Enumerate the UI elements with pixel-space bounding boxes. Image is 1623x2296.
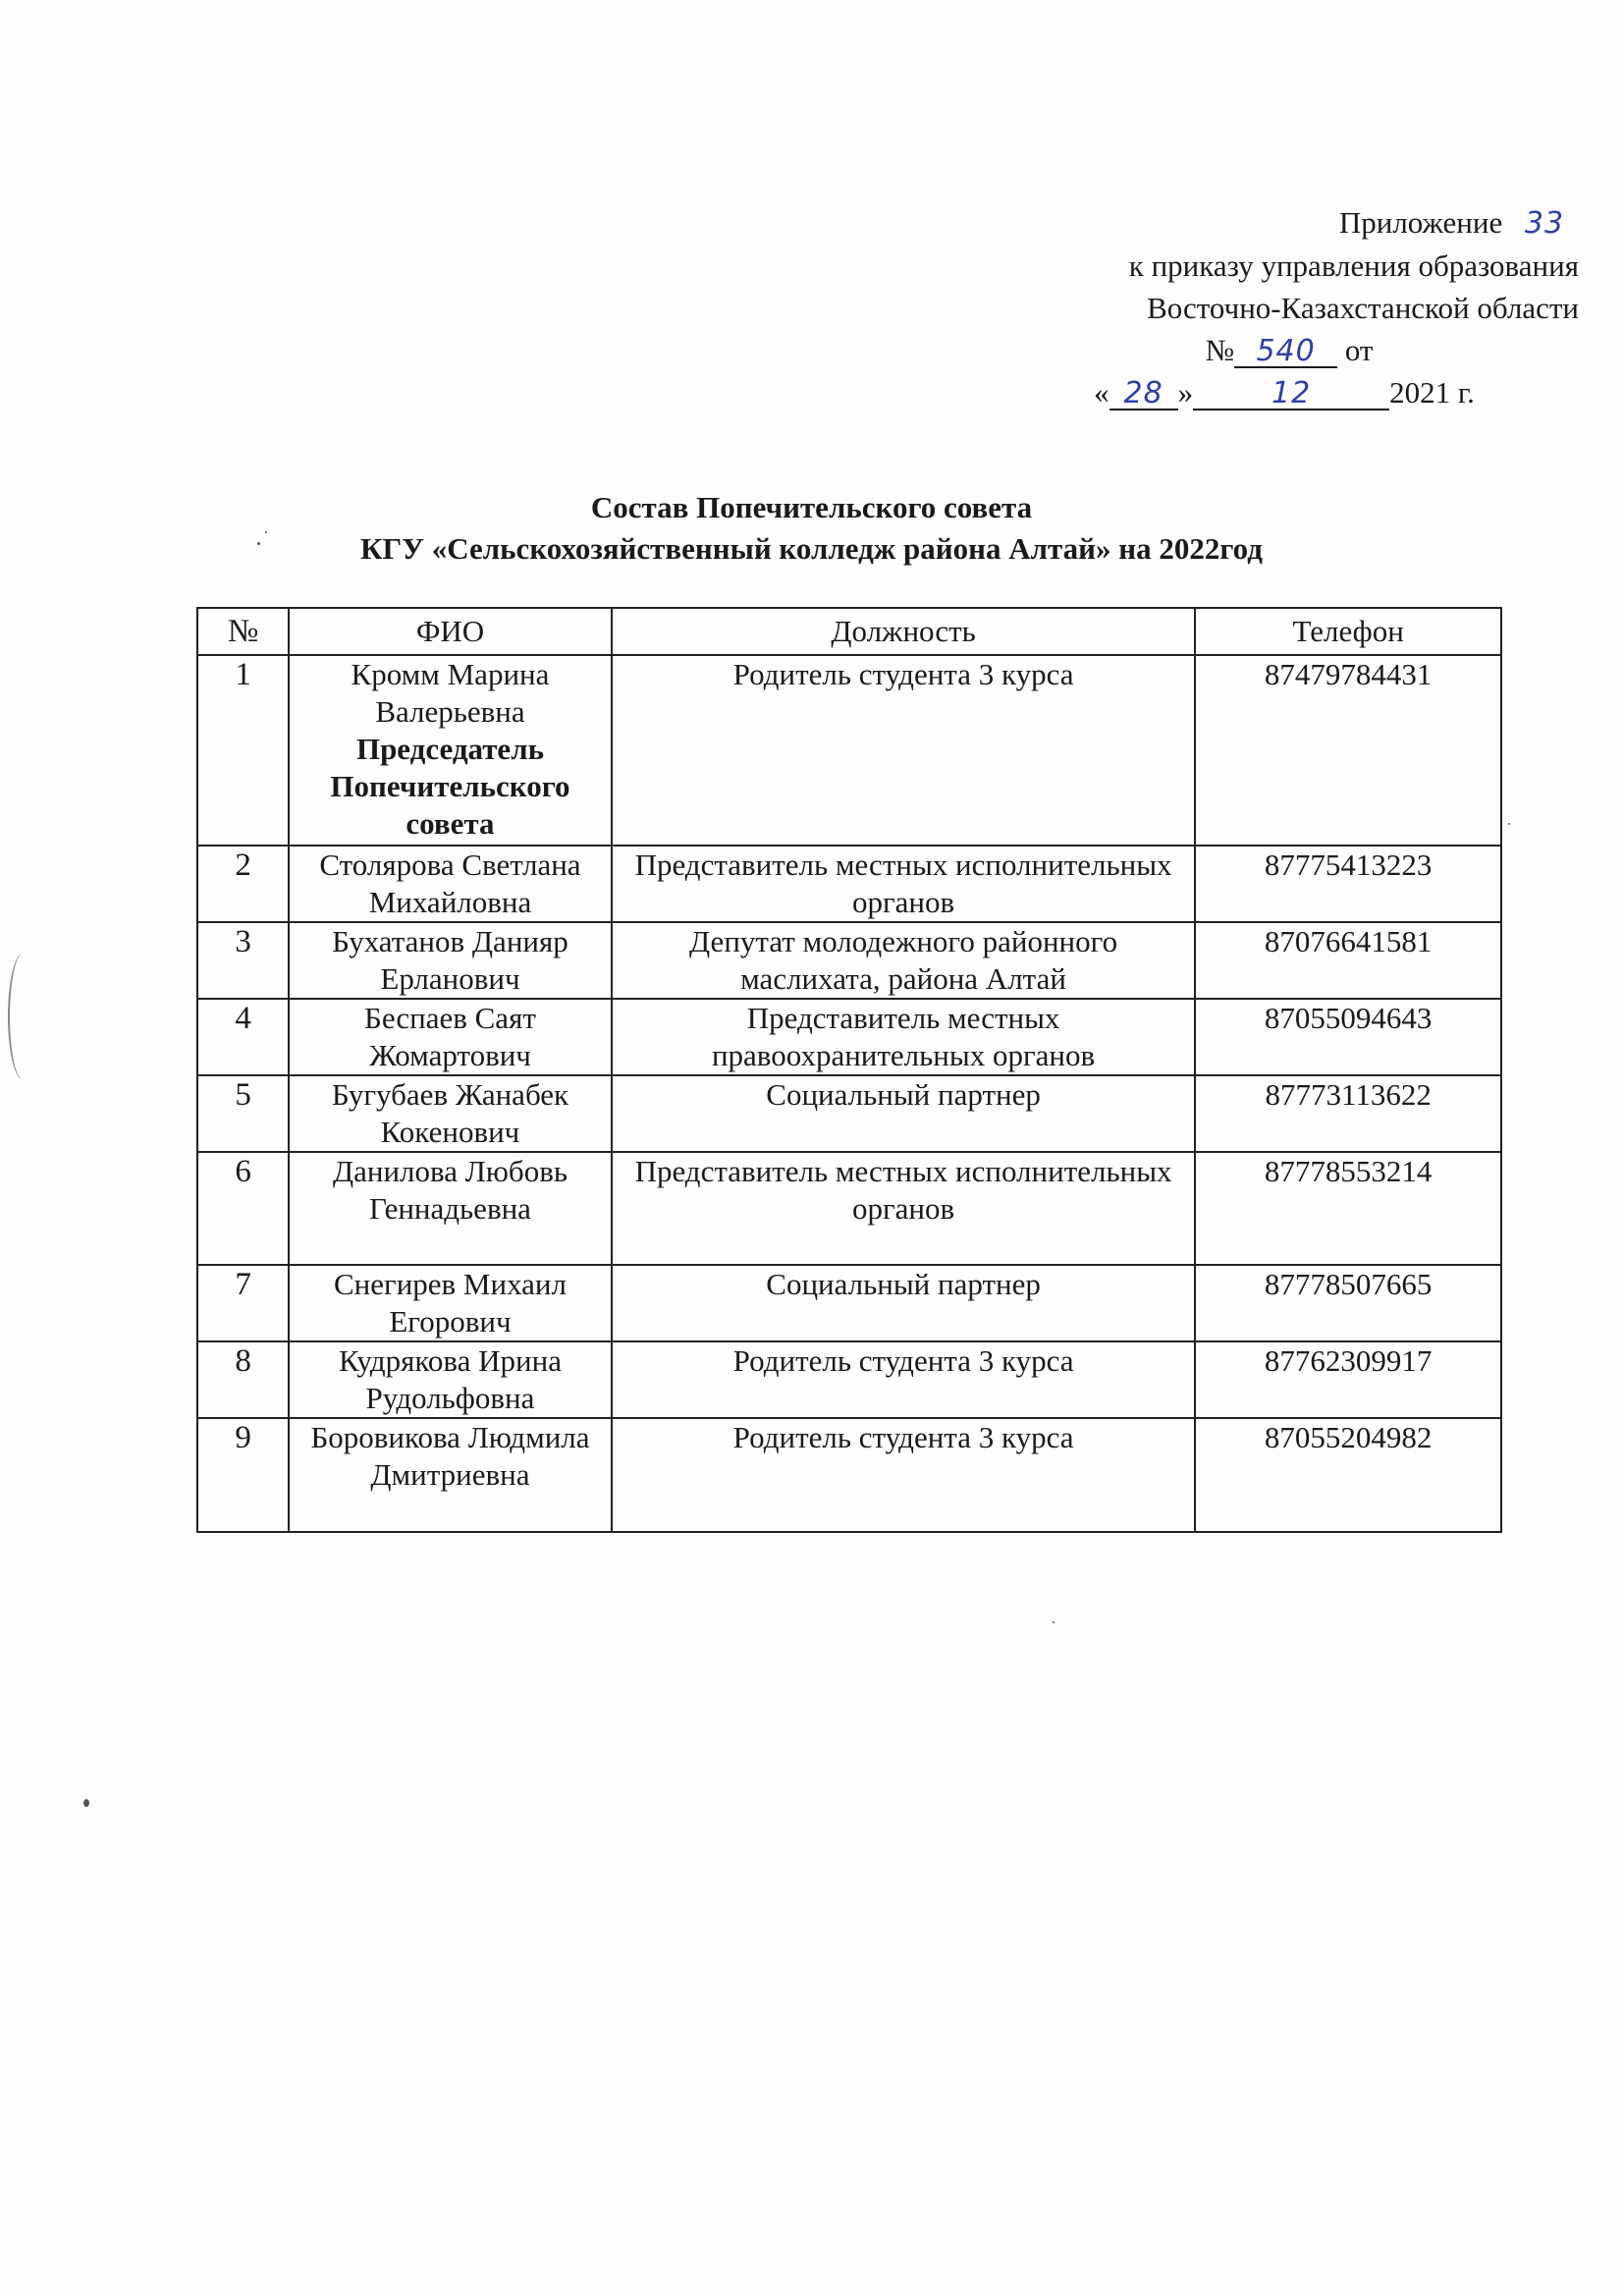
- header-name: ФИО: [289, 608, 612, 655]
- row-name: Столярова Светлана Михайловна: [289, 846, 612, 922]
- table-row: [197, 846, 1501, 922]
- date-day-handwritten: 28: [1123, 376, 1163, 410]
- row-position: Родитель студента 3 курса: [612, 655, 1195, 846]
- row-name: Кромм Марина Валерьевна: [351, 657, 550, 729]
- row-phone: 87773113622: [1195, 1075, 1501, 1152]
- row-position: Представитель местных правоохранительных органов: [612, 999, 1195, 1075]
- row-num: 3: [197, 922, 289, 999]
- row-name: Данилова Любовь Геннадьевна: [289, 1152, 612, 1265]
- table-row: [197, 1075, 1501, 1152]
- appendix-label: Приложение: [1338, 205, 1503, 240]
- row-name-cell: [289, 655, 612, 846]
- appendix-header: [1029, 201, 1579, 413]
- appendix-order-line: [1029, 329, 1579, 371]
- row-name: Беспаев Саят Жомартович: [289, 999, 612, 1075]
- row-position: Социальный партнер: [612, 1075, 1195, 1152]
- scan-speck: [257, 542, 260, 545]
- scan-edge-mark: [8, 953, 39, 1080]
- row-phone: 87778553214: [1195, 1152, 1501, 1265]
- table-row: [197, 1341, 1501, 1418]
- row-num: 8: [197, 1341, 289, 1418]
- title-line-2: КГУ «Сельскохозяйственный колледж района Алтай» на 2022год: [360, 531, 1263, 566]
- row-position: Депутат молодежного районного маслихата, района Алтай: [612, 922, 1195, 999]
- table-row: [197, 1418, 1501, 1532]
- order-from-word: от: [1344, 333, 1374, 367]
- row-num: 4: [197, 999, 289, 1075]
- order-number-field: [1234, 336, 1337, 368]
- row-num: 2: [197, 846, 289, 922]
- appendix-number-handwritten: 33: [1524, 206, 1565, 241]
- title-line-1: Состав Попечительского совета: [590, 490, 1033, 524]
- row-name: Снегирев Михаил Егорович: [289, 1265, 612, 1341]
- appendix-line-3: Восточно-Казахстанской области: [1147, 291, 1579, 325]
- appendix-line-1: [1029, 201, 1579, 245]
- date-open-quote: «: [1094, 375, 1109, 410]
- header-phone: Телефон: [1195, 608, 1501, 655]
- table-row: [197, 1152, 1501, 1265]
- row-position: Социальный партнер: [612, 1265, 1195, 1341]
- row-num: 5: [197, 1075, 289, 1152]
- table-row: [197, 1265, 1501, 1341]
- scan-speck: [265, 531, 267, 533]
- order-number-handwritten: 540: [1256, 334, 1316, 368]
- date-year: 2021 г.: [1389, 375, 1475, 410]
- scan-speck: [1053, 1621, 1055, 1623]
- appendix-date-line: [1029, 371, 1579, 413]
- row-phone: 87076641581: [1195, 922, 1501, 999]
- row-num: 9: [197, 1418, 289, 1532]
- row-name: Боровикова Людмила Дмитриевна: [289, 1418, 612, 1532]
- scan-speck: [1508, 823, 1510, 825]
- row-name: Бухатанов Данияр Ерланович: [289, 922, 612, 999]
- row-num: 1: [197, 655, 289, 846]
- appendix-line-2: к приказу управления образования: [1128, 248, 1579, 283]
- row-position: Родитель студента 3 курса: [612, 1341, 1195, 1418]
- table-row: [197, 922, 1501, 999]
- row-position: Родитель студента 3 курса: [612, 1418, 1195, 1532]
- row-phone: 87055204982: [1195, 1418, 1501, 1532]
- row-phone: 87762309917: [1195, 1341, 1501, 1418]
- row-position: Представитель местных исполнительных органов: [612, 1152, 1195, 1265]
- row-num: 7: [197, 1265, 289, 1341]
- row-num: 6: [197, 1152, 289, 1265]
- row-phone: 87479784431: [1195, 655, 1501, 846]
- order-no-prefix: №: [1205, 333, 1235, 367]
- row-phone: 87775413223: [1195, 846, 1501, 922]
- table-row: [197, 999, 1501, 1075]
- document-title: [0, 487, 1623, 570]
- header-num: №: [197, 608, 289, 655]
- date-month-field: [1193, 378, 1389, 410]
- board-members-table: [196, 607, 1502, 1533]
- table-row: [197, 655, 1501, 846]
- row-position: Представитель местных исполнительных органов: [612, 846, 1195, 922]
- row-role: Председатель Попечительского совета: [330, 732, 570, 841]
- header-position: Должность: [612, 608, 1195, 655]
- scan-speck: [83, 1799, 89, 1807]
- row-name: Бугубаев Жанабек Кокенович: [289, 1075, 612, 1152]
- row-phone: 87778507665: [1195, 1265, 1501, 1341]
- row-phone: 87055094643: [1195, 999, 1501, 1075]
- date-close-quote: »: [1177, 375, 1194, 410]
- row-name: Кудрякова Ирина Рудольфовна: [289, 1341, 612, 1418]
- date-month-handwritten: 12: [1271, 376, 1312, 410]
- table-header-row: [197, 608, 1501, 655]
- date-day-field: [1109, 378, 1178, 410]
